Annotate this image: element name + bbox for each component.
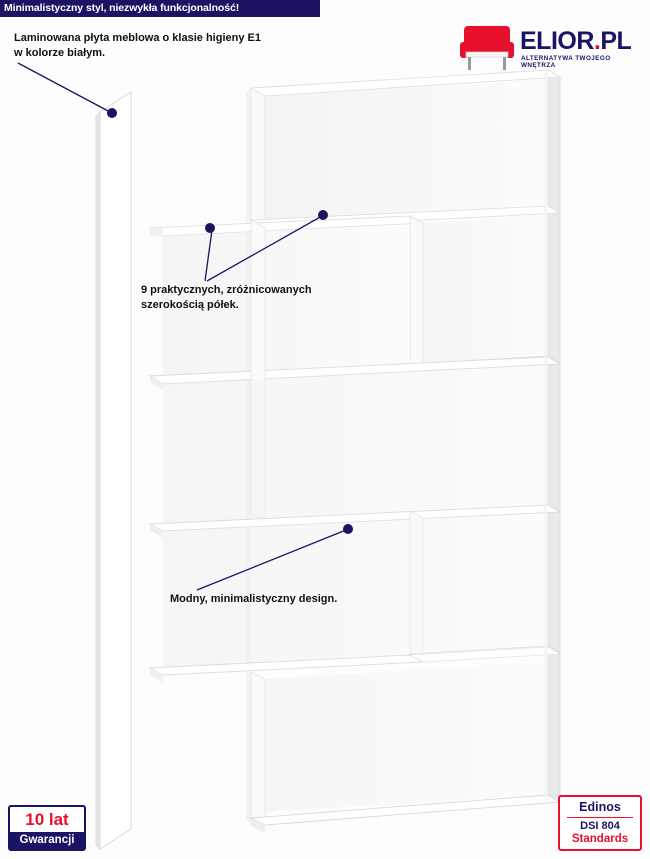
callout-text-material: Laminowana płyta meblowa o klasie higieny E1 w kolorze białym. <box>14 32 261 59</box>
warranty-label: Gwarancji <box>10 832 84 849</box>
top-banner: Minimalistyczny styl, niezwykła funkcjonalność! <box>0 0 320 17</box>
logo-name: ELIOR <box>520 27 594 55</box>
logo-wordmark <box>520 28 631 54</box>
red-armchair-icon <box>460 22 514 72</box>
certificate-issuer: Edinos <box>579 800 621 814</box>
callout-text-shelves: 9 praktycznych, zróżnicowanych szerokością półek. <box>141 284 312 311</box>
logo-dot: . <box>593 27 601 55</box>
warranty-badge <box>8 805 86 851</box>
warranty-years: 10 lat <box>25 810 69 829</box>
brand-logo <box>452 22 640 74</box>
certificate-standard: Standards <box>571 833 629 845</box>
callout-text-design: Modny, minimalistyczny design. <box>170 593 338 605</box>
certificate-code: DSI 804 <box>580 820 620 832</box>
logo-tagline: ALTERNATYWA TWOJEGO WNĘTRZA <box>521 55 611 69</box>
certificate-badge <box>558 795 642 851</box>
certificate-divider <box>567 817 633 818</box>
logo-tld: PL <box>600 27 632 55</box>
